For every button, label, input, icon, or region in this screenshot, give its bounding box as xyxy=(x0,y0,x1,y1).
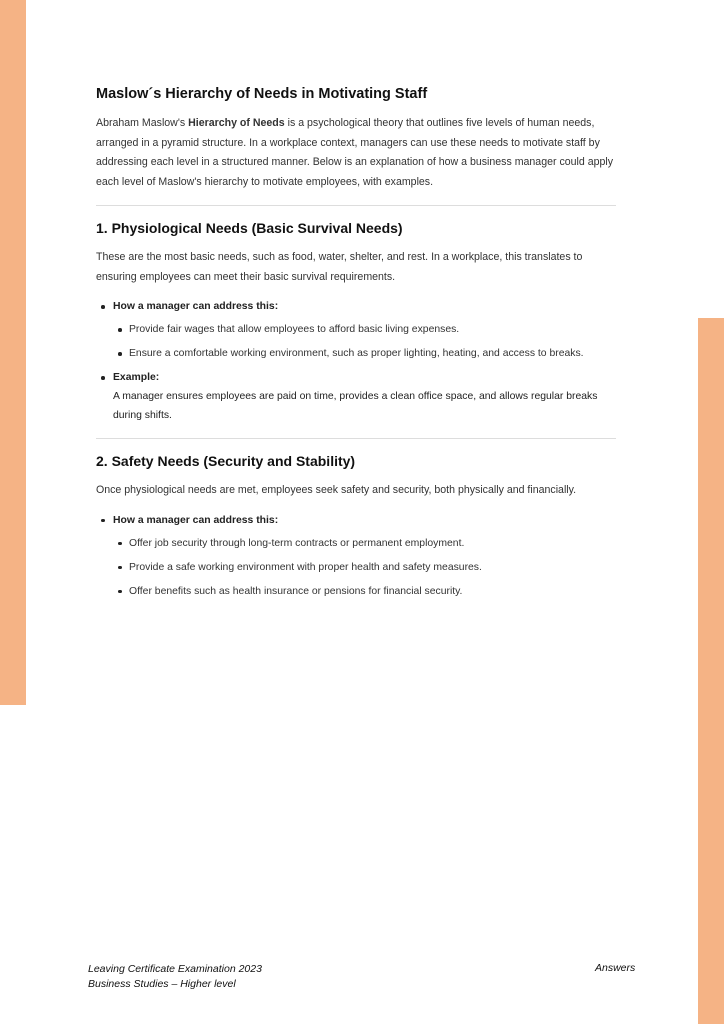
section-text: These are the most basic needs, such as food, water, shelter, and rest. In a workplace, this translates to ensuring employees can meet their basic survival requirements. xyxy=(96,251,583,283)
address-label: How a manager can address this: xyxy=(113,301,279,312)
section-text: Once physiological needs are met, employees seek safety and security, both physically and financially. xyxy=(96,484,577,496)
page-title: Maslow´s Hierarchy of Needs in Motivating Staff xyxy=(96,86,428,102)
section-divider xyxy=(96,205,616,206)
footer-answers-label: Answers xyxy=(595,962,636,974)
section-physiological xyxy=(96,220,616,425)
document-body xyxy=(96,86,616,606)
example-label: Example: xyxy=(113,372,160,383)
section-list xyxy=(96,297,616,425)
address-label: How a manager can address this: xyxy=(113,514,279,526)
sub-list-item: Offer job security through long-term contracts or permanent employment. xyxy=(113,534,616,553)
list-item xyxy=(96,368,616,425)
sub-list xyxy=(113,534,616,601)
section-list xyxy=(96,511,616,601)
sub-list-item: Offer benefits such as health insurance or pensions for financial security. xyxy=(113,582,616,601)
right-accent-bar xyxy=(698,318,724,1024)
sub-list-item: Provide fair wages that allow employees to afford basic living expenses. xyxy=(113,320,616,339)
footer-exam-title: Leaving Certificate Examination 2023 xyxy=(88,963,262,975)
left-accent-bar xyxy=(0,0,26,705)
list-item xyxy=(96,511,616,601)
footer-subject: Business Studies – Higher level xyxy=(88,978,236,990)
section-heading: 2. Safety Needs (Security and Stability) xyxy=(96,453,356,469)
sub-list-item: Provide a safe working environment with proper health and safety measures. xyxy=(113,558,616,577)
intro-text-end: is a psychological theory that outlines five levels of human needs, arranged in a pyramid structure. In a workplace context, managers can use these needs to motivate staff by addressing each level in a structured manner. Below is an explanation of how a business manager could apply each level of Maslow's hierarchy to motivate employees, with examples. xyxy=(96,117,614,188)
section-heading: 1. Physiological Needs (Basic Survival Needs) xyxy=(96,220,403,236)
intro-paragraph xyxy=(96,114,616,192)
list-item xyxy=(96,297,616,363)
sub-list-item: Ensure a comfortable working environment, such as proper lighting, heating, and access to breaks. xyxy=(113,344,616,363)
section-safety xyxy=(96,453,616,601)
footer-exam-info xyxy=(88,962,262,992)
intro-bold-term: Hierarchy of Needs xyxy=(188,117,285,129)
intro-text-start: Abraham Maslow's xyxy=(96,117,189,129)
example-text: A manager ensures employees are paid on time, provides a clean office space, and allows regular breaks during shifts. xyxy=(113,391,598,421)
sub-list xyxy=(113,320,616,363)
section-divider xyxy=(96,438,616,439)
